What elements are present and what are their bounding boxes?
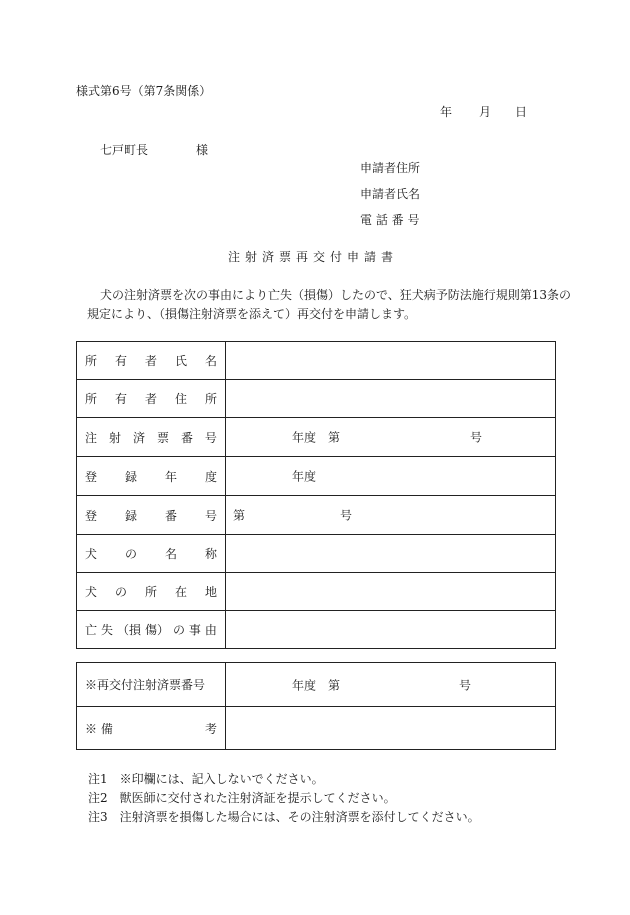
owner-address-label: 所 有 者 住 所: [77, 380, 226, 418]
table-row: [77, 573, 556, 611]
date-day-label: 日: [515, 105, 528, 119]
registration-no-prefix-label: 第: [233, 508, 246, 523]
date-year-label: 年: [440, 105, 453, 119]
owner-name-label: 所 有 者 氏 名: [77, 342, 226, 380]
reissue-no-prefix-label: 第: [328, 678, 341, 692]
table-row: [77, 535, 556, 573]
form-number: 様式第6号（第7条関係）: [76, 84, 212, 98]
table-row: [77, 663, 556, 707]
reissue-number-field[interactable]: [226, 663, 556, 707]
application-table: [76, 341, 556, 649]
addressee-suffix: 様: [196, 143, 209, 157]
tag-number-label: 注 射 済 票 番 号: [77, 418, 226, 457]
applicant-address-label: 申請者住所: [360, 161, 421, 175]
office-use-table: [76, 662, 556, 750]
note-3: 注3 注射済票を損傷した場合には、その注射済票を添付してください。: [88, 810, 480, 824]
table-row: [77, 418, 556, 457]
registration-number-label: 登 録 番 号: [77, 496, 226, 535]
applicant-name-label: 申請者氏名: [360, 187, 421, 201]
dog-name-label: 犬 の 名 称: [77, 535, 226, 573]
registration-year-field[interactable]: [226, 457, 556, 496]
owner-address-field[interactable]: [226, 380, 556, 418]
intro-line-2: 規定により、（損傷注射済票を添えて）再交付を申請します。: [87, 307, 417, 321]
owner-name-field[interactable]: [226, 342, 556, 380]
table-row: [77, 457, 556, 496]
note-2: 注2 獣医師に交付された注射済証を提示してください。: [88, 791, 396, 805]
applicant-phone-label: 電 話 番 号: [360, 213, 420, 227]
reissue-no-suffix-label: 号: [459, 678, 472, 692]
note-1: 注1 ※印欄には、記入しないでください。: [88, 772, 324, 786]
tag-fiscal-year-label: 年度: [292, 430, 317, 445]
tag-number-field[interactable]: [226, 418, 556, 457]
dog-name-field[interactable]: [226, 535, 556, 573]
table-row: [77, 342, 556, 380]
dog-location-field[interactable]: [226, 573, 556, 611]
reissue-fiscal-year-label: 年度: [292, 678, 317, 692]
registration-fiscal-year-label: 年度: [292, 469, 317, 484]
registration-number-field[interactable]: [226, 496, 556, 535]
tag-no-prefix-label: 第: [328, 430, 341, 445]
registration-no-suffix-label: 号: [340, 508, 353, 523]
date-month-label: 月: [479, 105, 492, 119]
tag-no-suffix-label: 号: [470, 430, 483, 445]
remarks-label: ※ 備 考: [77, 707, 226, 750]
loss-reason-label: 亡 失 （損 傷） の 事 由: [77, 611, 226, 649]
remarks-field[interactable]: [226, 707, 556, 750]
dog-location-label: 犬 の 所 在 地: [77, 573, 226, 611]
loss-reason-field[interactable]: [226, 611, 556, 649]
table-row: [77, 380, 556, 418]
table-row: [77, 707, 556, 750]
addressee-name: 七戸町長: [100, 143, 149, 157]
document-title: 注射済票再交付申請書: [228, 250, 399, 264]
table-row: [77, 611, 556, 649]
table-row: [77, 496, 556, 535]
intro-line-1: 犬の注射済票を次の事由により亡失（損傷）したので、狂犬病予防法施行規則第13条の: [100, 288, 572, 302]
reissue-number-label: ※再交付注射済票番号: [77, 663, 226, 707]
registration-year-label: 登 録 年 度: [77, 457, 226, 496]
